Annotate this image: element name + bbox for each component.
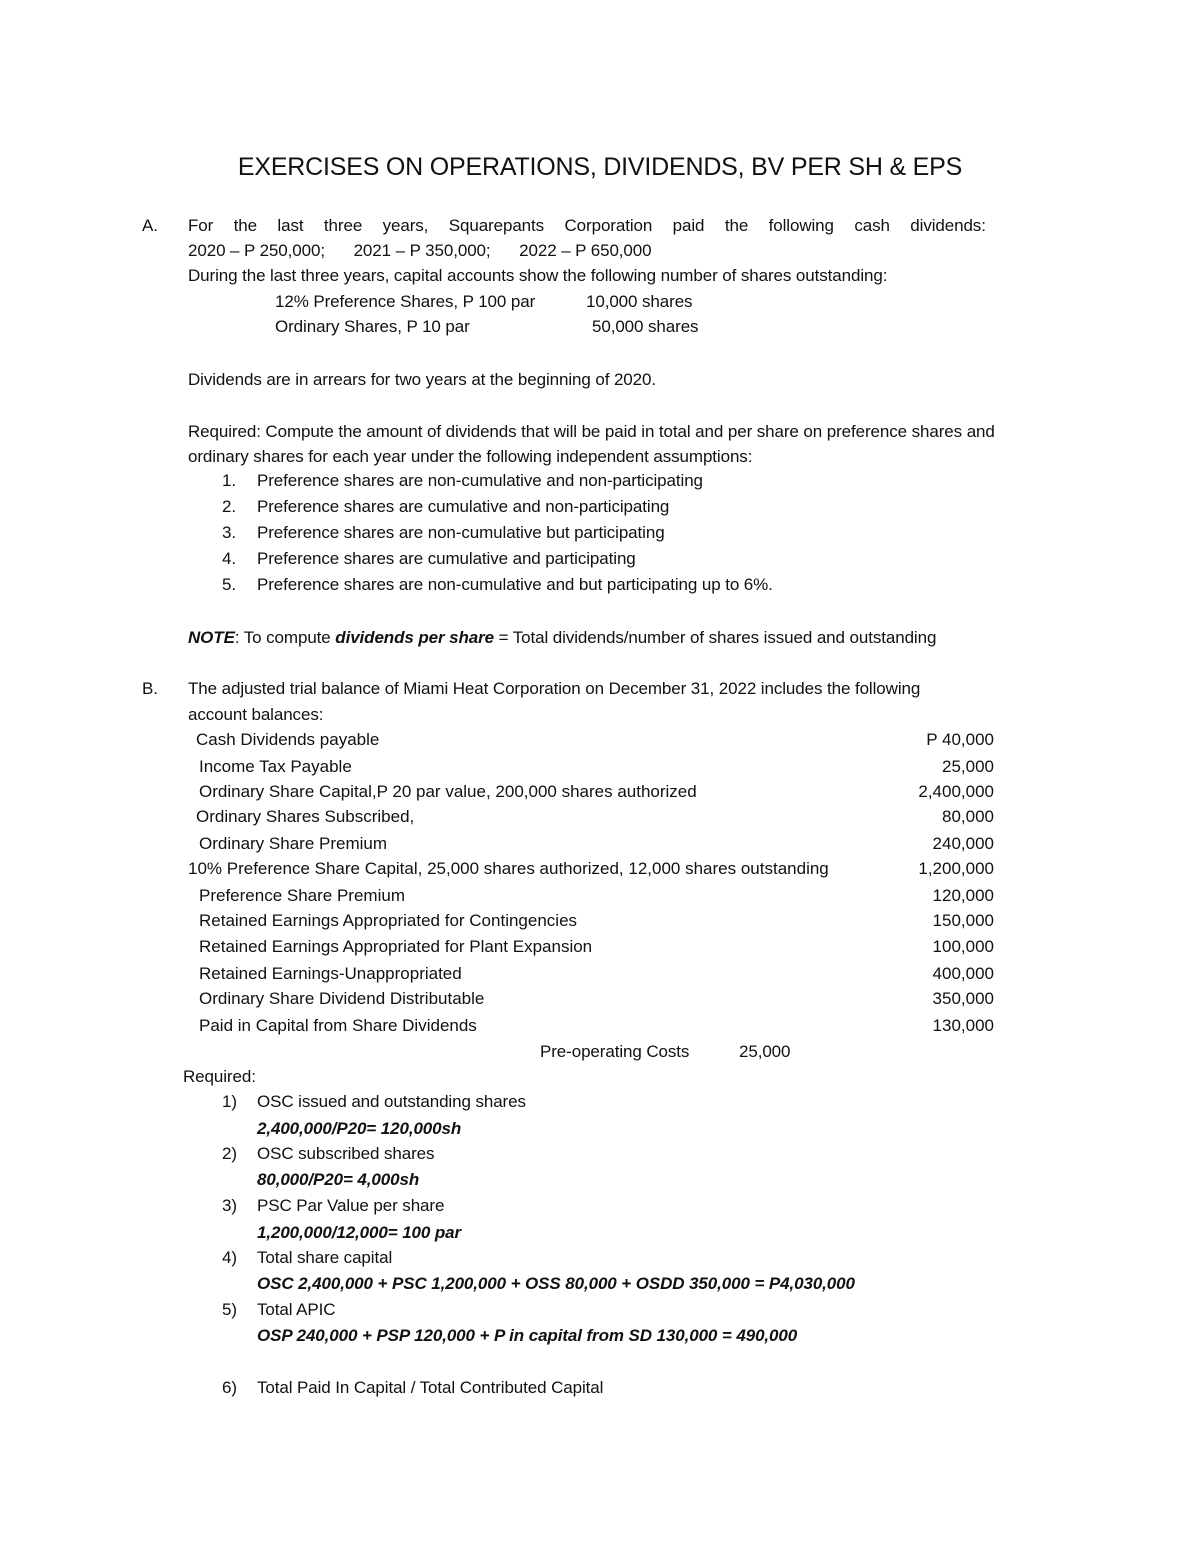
assumption-number: 3. — [222, 523, 236, 542]
account-name: Income Tax Payable — [199, 757, 352, 776]
preop-costs-label: Pre-operating Costs — [540, 1042, 690, 1061]
item-answer: OSP 240,000 + PSP 120,000 + P in capital from SD 130,000 = 490,000 — [257, 1326, 798, 1345]
account-name: Paid in Capital from Share Dividends — [199, 1016, 477, 1035]
account-amount: 130,000 — [932, 1016, 994, 1035]
item-answer: 1,200,000/12,000= 100 par — [257, 1223, 462, 1242]
dividend-2020: 2020 – P 250,000; — [188, 241, 325, 260]
account-name: Ordinary Share Capital,P 20 par value, 200,000 shares authorized — [199, 782, 697, 801]
ord-shares-label: Ordinary Shares, P 10 par — [275, 317, 470, 336]
part-a-label: A. — [142, 216, 158, 235]
dividend-2021: 2021 – P 350,000; — [353, 241, 491, 260]
account-amount: P 40,000 — [926, 730, 994, 749]
item-text: PSC Par Value per share — [257, 1196, 445, 1215]
assumption-text: Preference shares are non-cumulative but participating — [257, 523, 665, 542]
item-number: 3) — [222, 1196, 237, 1215]
item-text: OSC issued and outstanding shares — [257, 1092, 526, 1111]
item-answer: 80,000/P20= 4,000sh — [257, 1170, 420, 1189]
account-amount: 100,000 — [932, 937, 994, 956]
assumption-number: 5. — [222, 575, 236, 594]
part-a-intro — [188, 215, 986, 237]
assumption-text: Preference shares are non-cumulative and but participating up to 6%. — [257, 575, 773, 594]
account-amount: 150,000 — [932, 911, 994, 930]
account-amount: 1,200,000 — [918, 859, 994, 878]
preop-costs-amount: 25,000 — [739, 1042, 791, 1061]
part-b-intro-1: The adjusted trial balance of Miami Heat Corporation on December 31, 2022 includes the following — [188, 679, 921, 698]
assumption-number: 1. — [222, 471, 236, 490]
ord-shares-value: 50,000 shares — [592, 317, 699, 336]
required-line-1: Required: Compute the amount of dividends that will be paid in total and per share on preference shares and — [188, 422, 995, 441]
intro-word: following — [768, 216, 834, 235]
part-b-intro-2: account balances: — [188, 705, 324, 724]
item-answer: OSC 2,400,000 + PSC 1,200,000 + OSS 80,000 + OSDD 350,000 = P4,030,000 — [257, 1274, 855, 1293]
assumption-text: Preference shares are cumulative and non-participating — [257, 497, 670, 516]
assumption-text: Preference shares are cumulative and participating — [257, 549, 636, 568]
account-name: 10% Preference Share Capital, 25,000 shares authorized, 12,000 shares outstanding — [188, 859, 829, 878]
arrears-note: Dividends are in arrears for two years at the beginning of 2020. — [188, 370, 656, 389]
account-name: Ordinary Shares Subscribed, — [196, 807, 415, 826]
required-label: Required: — [183, 1067, 256, 1086]
intro-word: years, — [382, 216, 429, 235]
item-text: OSC subscribed shares — [257, 1144, 435, 1163]
account-name: Retained Earnings Appropriated for Plant Expansion — [199, 937, 593, 956]
account-name: Cash Dividends payable — [196, 730, 380, 749]
intro-word: last — [277, 216, 304, 235]
intro-word: the — [233, 216, 257, 235]
account-name: Ordinary Share Premium — [199, 834, 388, 853]
dividend-history — [188, 240, 651, 262]
note-line — [188, 627, 936, 649]
intro-word: cash — [854, 216, 890, 235]
account-amount: 25,000 — [942, 757, 994, 776]
note-colon: : To compute — [234, 628, 336, 647]
page-title: EXERCISES ON OPERATIONS, DIVIDENDS, BV PER SH & EPS — [237, 153, 963, 181]
account-name: Ordinary Share Dividend Distributable — [199, 989, 485, 1008]
pref-shares-value: 10,000 shares — [586, 292, 693, 311]
account-amount: 2,400,000 — [918, 782, 994, 801]
shares-intro: During the last three years, capital accounts show the following number of shares outstanding: — [188, 266, 888, 285]
part-b-label: B. — [142, 679, 158, 698]
account-amount: 120,000 — [932, 886, 994, 905]
intro-word: three — [323, 216, 363, 235]
intro-word: dividends: — [910, 216, 986, 235]
assumption-number: 4. — [222, 549, 236, 568]
item-number: 5) — [222, 1300, 237, 1319]
assumption-text: Preference shares are non-cumulative and non-participating — [257, 471, 703, 490]
item-answer: 2,400,000/P20= 120,000sh — [257, 1119, 462, 1138]
intro-word: paid — [672, 216, 705, 235]
intro-word: Squarepants — [448, 216, 545, 235]
account-amount: 350,000 — [932, 989, 994, 1008]
item-number: 2) — [222, 1144, 237, 1163]
account-name: Retained Earnings-Unappropriated — [199, 964, 462, 983]
item-number: 6) — [222, 1378, 237, 1397]
required-line-2: ordinary shares for each year under the following independent assumptions: — [188, 447, 753, 466]
dividend-2022: 2022 – P 650,000 — [519, 241, 652, 260]
item-text: Total share capital — [257, 1248, 393, 1267]
item-text: Total Paid In Capital / Total Contributed Capital — [257, 1378, 604, 1397]
account-amount: 240,000 — [932, 834, 994, 853]
item-number: 1) — [222, 1092, 237, 1111]
intro-word: For — [188, 216, 214, 235]
account-name: Retained Earnings Appropriated for Contingencies — [199, 911, 578, 930]
assumption-number: 2. — [222, 497, 236, 516]
item-number: 4) — [222, 1248, 237, 1267]
intro-word: the — [724, 216, 749, 235]
note-emphasis: dividends per share — [335, 628, 494, 647]
account-name: Preference Share Premium — [199, 886, 405, 905]
item-text: Total APIC — [257, 1300, 336, 1319]
intro-word: Corporation — [564, 216, 653, 235]
pref-shares-label: 12% Preference Shares, P 100 par — [275, 292, 536, 311]
note-rest: = Total dividends/number of shares issued and outstanding — [494, 628, 937, 647]
account-amount: 80,000 — [942, 807, 994, 826]
account-amount: 400,000 — [932, 964, 994, 983]
note-label: NOTE — [188, 628, 235, 647]
